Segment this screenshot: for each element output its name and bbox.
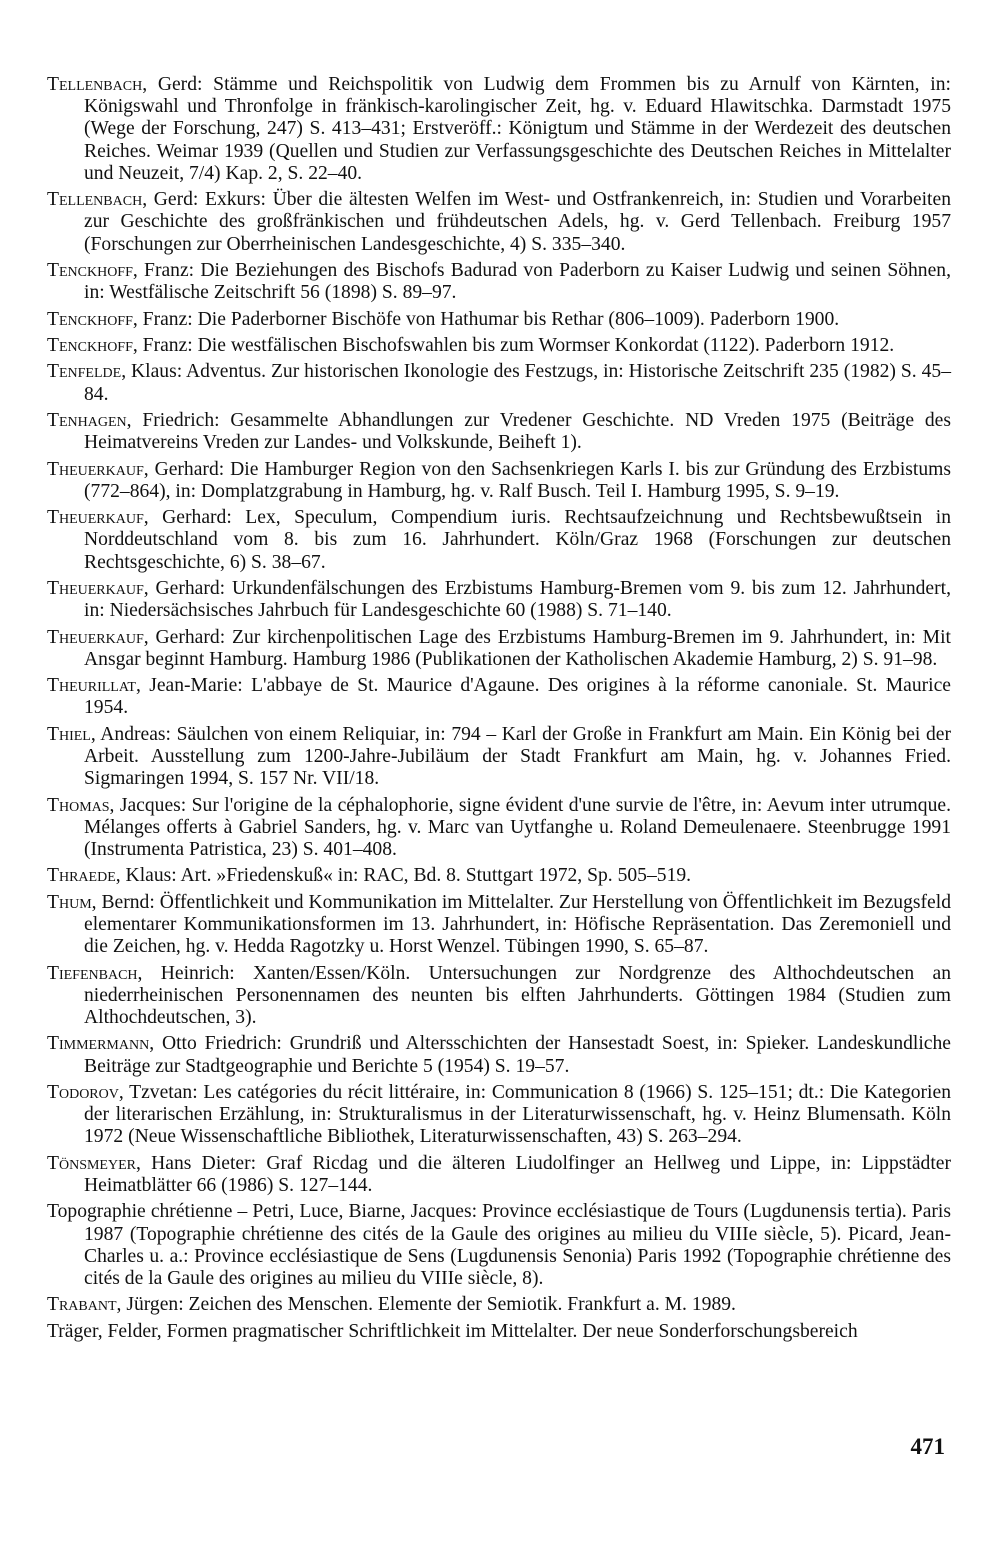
entry-author: Thiel (47, 723, 91, 745)
bibliography-entry (47, 459, 951, 503)
bibliography-entry (47, 189, 951, 256)
entry-text: , Heinrich: Xanten/Essen/Köln. Untersuchungen zur Nordgrenze des Althochdeutschen an niederrheinischen Personennamen des neunten bis elften Jahrhunderts. Göttingen 1984 (Studien zum Althochdeutschen, 3). (84, 962, 951, 1028)
entry-text: , Klaus: Art. »Friedenskuß« in: RAC, Bd. 8. Stuttgart 1972, Sp. 505–519. (115, 865, 692, 887)
bibliography-entry (47, 361, 951, 405)
entry-author: Trabant (47, 1294, 117, 1316)
entry-author: Tenckhoff (47, 334, 133, 356)
bibliography-entry (47, 675, 951, 719)
entry-text: , Gerhard: Urkundenfälschungen des Erzbistums Hamburg-Bremen vom 9. bis zum 12. Jahrhundert, in: Niedersächsisches Jahrbuch für Landesgeschichte 60 (1988) S. 71–140. (84, 577, 951, 622)
entry-text: , Franz: Die Beziehungen des Bischofs Badurad von Paderborn zu Kaiser Ludwig und seinen Söhnen, in: Westfälische Zeitschrift 56 (1898) S. 89–97. (84, 260, 951, 304)
entry-author: Thum (47, 891, 92, 913)
entry-text: , Friedrich: Gesammelte Abhandlungen zur Vredener Geschichte. ND Vreden 1975 (Beiträge des Heimatvereins Vreden zur Landes- und Volkskunde, Beiheft 1). (84, 409, 951, 454)
entry-text: Träger, Felder, Formen pragmatischer Schriftlichkeit im Mittelalter. Der neue Sonderforschungsbereich (47, 1320, 858, 1342)
entry-text: Topographie chrétienne – Petri, Luce, Biarne, Jacques: Province ecclésiastique de Tours (Lugdunensis tertia). Paris 1987 (Topographie chrétienne des cités de la Gaule des origines au milieu du VIIIe siècle, 5). Picard, Jean-Charles u. a.: Province ecclésiastique de Sens (Lugdunensis Senonia) Paris 1992 (Topographie chrétienne des cités de la Gaule des origines au milieu du VIIIe siècle, 8). (47, 1201, 951, 1289)
entry-author: Tenhagen (47, 409, 127, 431)
bibliography-entry (47, 795, 951, 862)
entry-author: Tönsmeyer (47, 1152, 136, 1174)
entry-text: , Gerhard: Lex, Speculum, Compendium iuris. Rechtsaufzeichnung und Rechtsbewußtsein in Norddeutschland vom 8. bis zum 16. Jahrhundert. Köln/Graz 1968 (Forschungen zur deutschen Rechtsgeschichte, 6) S. 38–67. (84, 507, 951, 573)
entry-text: , Otto Friedrich: Grundriß und Altersschichten der Hansestadt Soest, in: Spieker. Landeskundliche Beiträge zur Stadtgeographie und Berichte 5 (1954) S. 19–57. (84, 1033, 951, 1077)
entry-text: , Hans Dieter: Graf Ricdag und die älteren Liudolfinger an Hellweg und Lippe, in: Lippstädter Heimatblätter 66 (1986) S. 127–144. (84, 1152, 951, 1196)
entry-author: Tenckhoff (47, 308, 133, 330)
entry-text: , Gerd: Exkurs: Über die ältesten Welfen im West- und Ostfrankenreich, in: Studien und Vorarbeiten zur Geschichte des großfränkischen und frühdeutschen Adels, hg. v. Gerd Tellenbach. Freiburg 1957 (Forschungen zur Oberrheinischen Landesgeschichte, 4) S. 335–340. (84, 189, 951, 255)
bibliography-entry (47, 260, 951, 304)
entry-author: Tenckhoff (47, 260, 133, 281)
entry-text: , Franz: Die Paderborner Bischöfe von Hathumar bis Rethar (806–1009). Paderborn 1900. (132, 308, 840, 330)
bibliography-entry (47, 507, 951, 574)
bibliography-entry (47, 410, 951, 454)
entry-author: Theuerkauf (47, 458, 144, 480)
entry-author: Todorov (47, 1081, 119, 1103)
entry-author: Theuerkauf (47, 577, 144, 599)
entry-text: , Gerd: Stämme und Reichspolitik von Ludwig dem Frommen bis zu Arnulf von Kärnten, in: Königswahl und Thronfolge in fränkisch-karolingischer Zeit, hg. v. Eduard Hlawitschka. Darmstadt 1975 (Wege der Forschung, 247) S. 413–431; Erstveröff.: Königtum und Stämme in der Werdezeit des deutschen Reiches. Weimar 1939 (Quellen und Studien zur Verfassungsgeschichte des Deutschen Reiches in Mittelalter und Neuzeit, 7/4) Kap. 2, S. 22–40. (84, 74, 951, 184)
bibliography-entry (47, 74, 951, 185)
bibliography-entry (47, 335, 951, 357)
bibliography-entry (47, 1321, 951, 1343)
entry-text: , Gerhard: Die Hamburger Region von den Sachsenkriegen Karls I. bis zur Gründung des Erzbistums (772–864), in: Domplatzgrabung in Hamburg, hg. v. Ralf Busch. Teil I. Hamburg 1995, S. 9–19. (84, 458, 951, 502)
bibliography-entry (47, 1201, 951, 1290)
entry-author: Thomas (47, 794, 110, 816)
entry-author: Tellenbach (47, 189, 143, 211)
entry-text: , Jürgen: Zeichen des Menschen. Elemente der Semiotik. Frankfurt a. M. 1989. (116, 1294, 736, 1316)
entry-text: , Andreas: Säulchen von einem Reliquiar, in: 794 – Karl der Große in Frankfurt am Main. Ein König bei der Arbeit. Ausstellung zum 1200-Jahre-Jubiläum der Stadt Frankfurt am Main, hg. v. Johannes Fried. Sigmaringen 1994, S. 157 Nr. VII/18. (84, 723, 951, 790)
bibliography-entry (47, 724, 951, 791)
entry-text: , Franz: Die westfälischen Bischofswahlen bis zum Wormser Konkordat (1122). Paderborn 1912. (132, 334, 895, 356)
entry-text: , Klaus: Adventus. Zur historischen Ikonologie des Festzugs, in: Historische Zeitschrift 235 (1982) S. 45–84. (84, 361, 951, 405)
entry-author: Thraede (47, 865, 116, 887)
entry-text: , Tzvetan: Les catégories du récit littéraire, in: Communication 8 (1966) S. 125–151; dt.: Die Kategorien der literarischen Erzählung, in: Strukturalismus in der Literaturwissenschaft, hg. v. Heinz Blumensath. Köln 1972 (Neue Wissenschaftliche Bibliothek, Literaturwissenschaften, 43) S. 263–294. (84, 1081, 951, 1148)
entry-author: Tenfelde (47, 361, 122, 383)
bibliography-entry (47, 1153, 951, 1197)
bibliography-entry (47, 309, 951, 331)
bibliography-entry (47, 963, 951, 1030)
bibliography-entry (47, 627, 951, 671)
entry-author: Theurillat (47, 675, 136, 697)
bibliography-entry (47, 1294, 951, 1316)
bibliography-entry (47, 865, 951, 887)
bibliography-entry (47, 1082, 951, 1149)
entry-author: Timmermann (47, 1033, 150, 1055)
bibliography-entry (47, 578, 951, 622)
entry-author: Theuerkauf (47, 626, 144, 648)
entry-author: Tiefenbach (47, 962, 138, 984)
entry-text: , Jacques: Sur l'origine de la céphalophorie, signe évident d'une survie de l'être, in: Aevum inter utrumque. Mélanges offerts à Gabriel Sanders, hg. v. Marc van Uytfanghe u. Roland Demeulenaere. Steenbrugge 1991 (Instrumenta Patristica, 23) S. 401–408. (84, 794, 951, 860)
bibliography-list (47, 74, 951, 1347)
entry-text: , Gerhard: Zur kirchenpolitischen Lage des Erzbistums Hamburg-Bremen im 9. Jahrhundert, in: Mit Ansgar beginnt Hamburg. Hamburg 1986 (Publikationen der Katholischen Akademie Hamburg, 2) S. 91–98. (84, 626, 951, 670)
entry-author: Theuerkauf (47, 507, 144, 529)
entry-text: , Bernd: Öffentlichkeit und Kommunikation im Mittelalter. Zur Herstellung von Öffentlichkeit im Bezugsfeld elementarer Kommunikationsformen im 13. Jahrhundert, in: Höfische Repräsentation. Das Zeremoniell und die Zeichen, hg. v. Hedda Ragotzky u. Horst Wenzel. Tübingen 1990, S. 65–87. (84, 891, 951, 958)
bibliography-entry (47, 892, 951, 959)
page-number: 471 (910, 1434, 945, 1459)
bibliography-entry (47, 1033, 951, 1077)
entry-author: Tellenbach (47, 74, 143, 95)
entry-text: , Jean-Marie: L'abbaye de St. Maurice d'Agaune. Des origines à la réforme canoniale. St. Maurice 1954. (84, 675, 951, 719)
